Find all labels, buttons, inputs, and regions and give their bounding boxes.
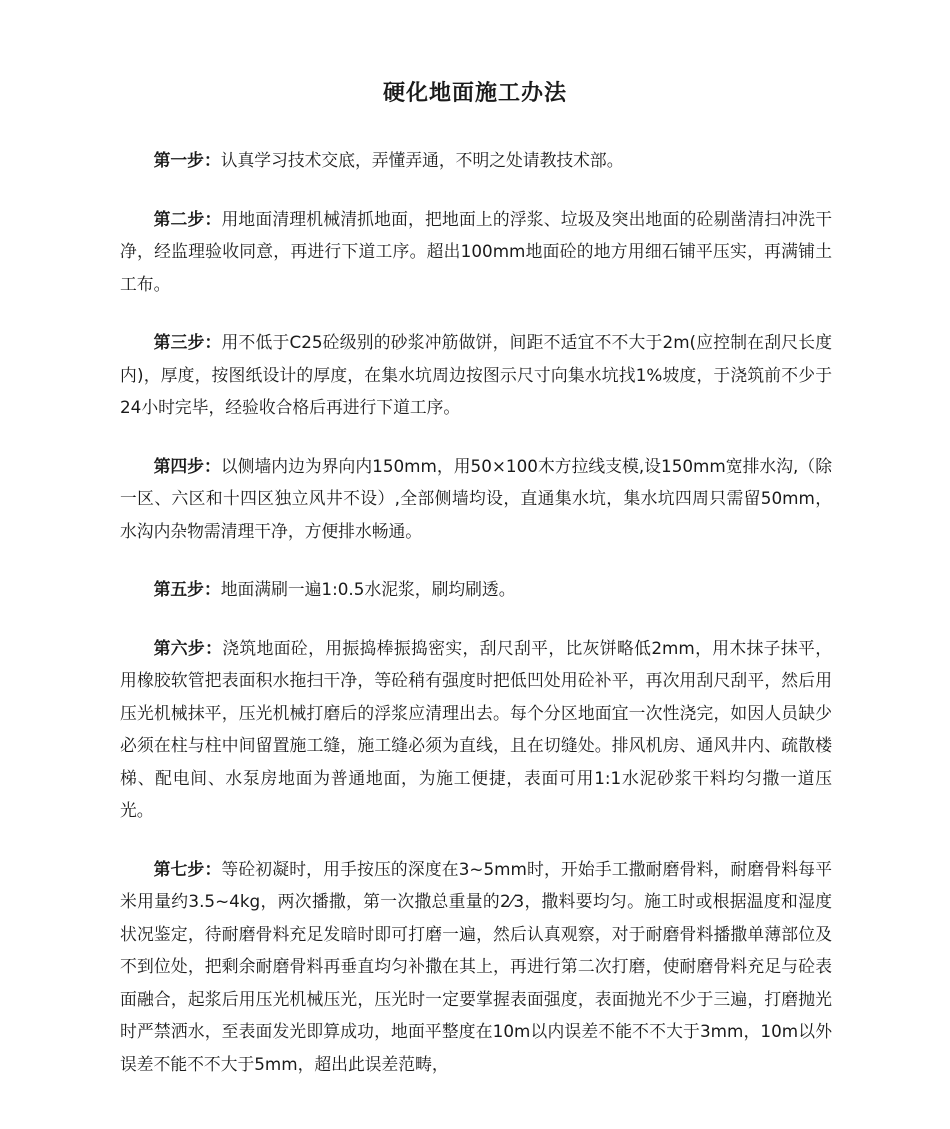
document-title: 硬化地面施工办法	[382, 81, 567, 106]
step-7-label: 第七步：	[153, 858, 222, 879]
step-5-text: 地面满刷一遍1:0.5水泥浆，刷均刷透。	[220, 579, 516, 599]
step-6-paragraph	[120, 632, 832, 827]
step-1-paragraph	[120, 144, 832, 177]
step-3-text: 用不低于C25砼级别的砂浆冲筋做饼，间距不适宜不不大于2m(应控制在刮尺长度内)，厚度，按图纸设计的厚度，在集水坑周边按图示尺寸向集水坑找1%坡度，于浇筑前不少于24小时完毕，经验收合格后再进行下道工序。	[120, 332, 832, 417]
step-7-paragraph	[120, 853, 832, 1081]
step-3-label: 第三步：	[153, 332, 222, 352]
step-3-paragraph	[120, 326, 832, 424]
step-5-label: 第五步：	[153, 579, 221, 599]
step-7-text: 等砼初凝时，用手按压的深度在3~5mm时，开始手工撒耐磨骨料，耐磨骨料每平米用量约3.5~4kg，两次播撒，第一次撒总重量的2⁄3，撒料要均匀。施工时或根据温度和湿度状况鉴定，待耐磨骨料充足发暗时即可打磨一遍，然后认真观察，对于耐磨骨料播撒单薄部位及不到位处，把剩余耐磨骨料再垂直均匀补撒在其上，再进行第二次打磨，使耐磨骨料充足与砼表面融合，起浆后用压光机械压光，压光时一定要掌握表面强度，表面抛光不少于三遍，打磨抛光时严禁洒水，至表面发光即算成功，地面平整度在10m以内误差不能不不大于3mm，10m以外误差不能不不大于5mm，超出此误差范畴，	[120, 858, 832, 1074]
step-6-text: 浇筑地面砼，用振捣棒振捣密实，刮尺刮平，比灰饼略低2mm，用木抹子抹平，用橡胶软管把表面积水拖扫干净，等砼稍有强度时把低凹处用砼补平，再次用刮尺刮平，然后用压光机械抹平，压光机械打磨后的浮浆应清理出去。每个分区地面宜一次性浇完，如因人员缺少必须在柱与柱中间留置施工缝，施工缝必须为直线，且在切缝处。排风机房、通风井内、疏散楼梯、配电间、水泵房地面为普通地面，为施工便捷，表面可用1:1水泥砂浆干料均匀撒一道压光。	[120, 637, 832, 820]
step-1-label: 第一步：	[153, 150, 221, 170]
step-4-label: 第四步：	[153, 455, 221, 476]
step-4-text: 以侧墙内边为界向内150mm，用50×100木方拉线支模,设150mm宽排水沟,（除一区、六区和十四区独立风井不设）,全部侧墙均设，直通集水坑，集水坑四周只需留50mm，水沟内杂物需清理干净，方便排水畅通。	[120, 455, 832, 541]
step-1-text: 认真学习技术交底，弄懂弄通，不明之处请教技术部。	[220, 150, 624, 170]
step-2-label: 第二步：	[153, 208, 222, 229]
step-4-paragraph	[120, 450, 832, 548]
step-5-paragraph	[120, 573, 832, 606]
step-2-text: 用地面清理机械清抓地面，把地面上的浮浆、垃圾及突出地面的砼剔凿清扫冲洗干净，经监理验收同意，再进行下道工序。超出100mm地面砼的地方用细石铺平压实，再满铺土工布。	[120, 208, 832, 294]
step-6-label: 第六步：	[153, 637, 223, 658]
step-2-paragraph	[120, 203, 832, 301]
document-body	[120, 144, 832, 1106]
